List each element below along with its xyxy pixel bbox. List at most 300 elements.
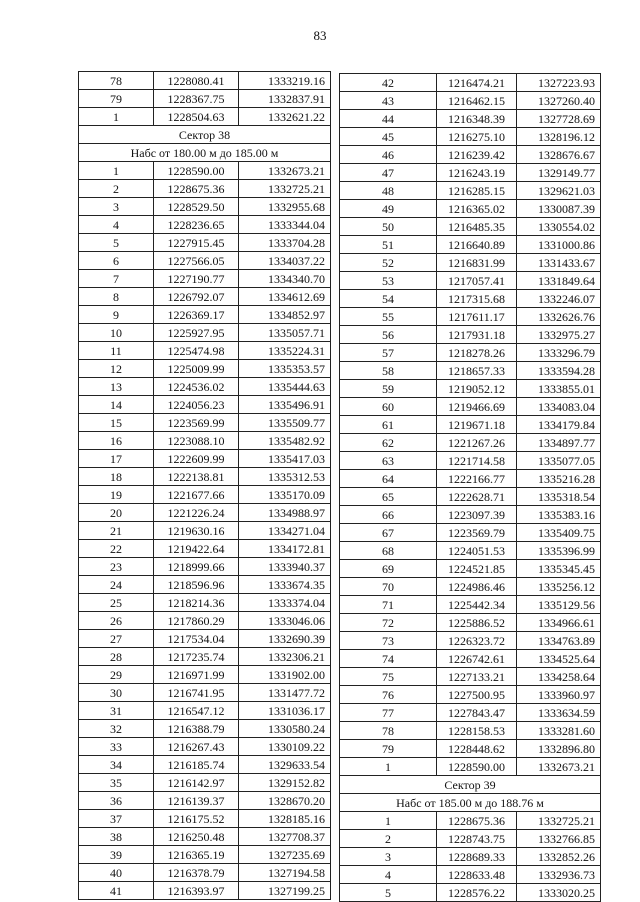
point-number-cell: 18	[79, 468, 154, 486]
point-number-cell: 77	[340, 704, 437, 722]
point-number-cell: 46	[340, 146, 437, 164]
y-coordinate-cell: 1335318.54	[517, 488, 601, 506]
y-coordinate-cell: 1332837.91	[239, 90, 331, 108]
point-number-cell: 74	[340, 650, 437, 668]
table-row	[79, 378, 331, 396]
table-row	[340, 470, 601, 488]
x-coordinate-cell: 1228236.65	[154, 216, 239, 234]
point-number-cell: 31	[79, 702, 154, 720]
point-number-cell: 11	[79, 342, 154, 360]
table-row	[79, 630, 331, 648]
table-row	[340, 812, 601, 830]
y-coordinate-cell: 1332626.76	[517, 308, 601, 326]
point-number-cell: 42	[340, 74, 437, 92]
point-number-cell: 78	[79, 72, 154, 90]
table-row	[79, 108, 331, 126]
point-number-cell: 4	[79, 216, 154, 234]
point-number-cell: 47	[340, 164, 437, 182]
x-coordinate-cell: 1221226.24	[154, 504, 239, 522]
table-row	[79, 720, 331, 738]
x-coordinate-cell: 1226323.72	[437, 632, 517, 650]
point-number-cell: 72	[340, 614, 437, 632]
sector-header-cell: Набс от 180.00 м до 185.00 м	[79, 144, 331, 162]
y-coordinate-cell: 1329633.54	[239, 756, 331, 774]
y-coordinate-cell: 1335353.57	[239, 360, 331, 378]
point-number-cell: 78	[340, 722, 437, 740]
sector-header-row	[79, 126, 331, 144]
sector-header-cell: Набс от 185.00 м до 188.76 м	[340, 794, 601, 812]
table-row	[79, 342, 331, 360]
point-number-cell: 66	[340, 506, 437, 524]
table-row	[340, 398, 601, 416]
x-coordinate-cell: 1219630.16	[154, 522, 239, 540]
x-coordinate-cell: 1223097.39	[437, 506, 517, 524]
table-row	[79, 72, 331, 90]
x-coordinate-cell: 1218214.36	[154, 594, 239, 612]
y-coordinate-cell: 1331902.00	[239, 666, 331, 684]
point-number-cell: 40	[79, 864, 154, 882]
x-coordinate-cell: 1217315.68	[437, 290, 517, 308]
y-coordinate-cell: 1327223.93	[517, 74, 601, 92]
y-coordinate-cell: 1331036.17	[239, 702, 331, 720]
x-coordinate-cell: 1216547.12	[154, 702, 239, 720]
table-row	[340, 650, 601, 668]
table-row	[79, 522, 331, 540]
point-number-cell: 29	[79, 666, 154, 684]
y-coordinate-cell: 1331477.72	[239, 684, 331, 702]
table-row	[79, 702, 331, 720]
table-row	[79, 864, 331, 882]
point-number-cell: 1	[79, 162, 154, 180]
table-row	[79, 90, 331, 108]
y-coordinate-cell: 1329621.03	[517, 182, 601, 200]
y-coordinate-cell: 1330087.39	[517, 200, 601, 218]
y-coordinate-cell: 1328185.16	[239, 810, 331, 828]
point-number-cell: 61	[340, 416, 437, 434]
x-coordinate-cell: 1228504.63	[154, 108, 239, 126]
table-row	[340, 380, 601, 398]
point-number-cell: 5	[340, 884, 437, 902]
y-coordinate-cell: 1330554.02	[517, 218, 601, 236]
y-coordinate-cell: 1335509.77	[239, 414, 331, 432]
y-coordinate-cell: 1327235.69	[239, 846, 331, 864]
point-number-cell: 43	[340, 92, 437, 110]
x-coordinate-cell: 1218278.26	[437, 344, 517, 362]
table-row	[79, 828, 331, 846]
x-coordinate-cell: 1216640.89	[437, 236, 517, 254]
table-row	[79, 540, 331, 558]
point-number-cell: 1	[340, 812, 437, 830]
point-number-cell: 56	[340, 326, 437, 344]
point-number-cell: 55	[340, 308, 437, 326]
y-coordinate-cell: 1334271.04	[239, 522, 331, 540]
table-row	[340, 110, 601, 128]
x-coordinate-cell: 1218657.33	[437, 362, 517, 380]
x-coordinate-cell: 1227133.21	[437, 668, 517, 686]
point-number-cell: 16	[79, 432, 154, 450]
point-number-cell: 70	[340, 578, 437, 596]
x-coordinate-cell: 1228633.48	[437, 866, 517, 884]
point-number-cell: 27	[79, 630, 154, 648]
point-number-cell: 63	[340, 452, 437, 470]
x-coordinate-cell: 1216831.99	[437, 254, 517, 272]
point-number-cell: 20	[79, 504, 154, 522]
x-coordinate-cell: 1222166.77	[437, 470, 517, 488]
table-row	[79, 288, 331, 306]
table-row	[79, 198, 331, 216]
y-coordinate-cell: 1329149.77	[517, 164, 601, 182]
y-coordinate-cell: 1328196.12	[517, 128, 601, 146]
x-coordinate-cell: 1216142.97	[154, 774, 239, 792]
point-number-cell: 52	[340, 254, 437, 272]
y-coordinate-cell: 1334966.61	[517, 614, 601, 632]
y-coordinate-cell: 1333960.97	[517, 686, 601, 704]
table-row	[79, 468, 331, 486]
point-number-cell: 62	[340, 434, 437, 452]
y-coordinate-cell: 1335129.56	[517, 596, 601, 614]
point-number-cell: 36	[79, 792, 154, 810]
table-row	[79, 576, 331, 594]
point-number-cell: 33	[79, 738, 154, 756]
y-coordinate-cell: 1332725.21	[517, 812, 601, 830]
y-coordinate-cell: 1334179.84	[517, 416, 601, 434]
y-coordinate-cell: 1332725.21	[239, 180, 331, 198]
x-coordinate-cell: 1228590.00	[154, 162, 239, 180]
table-row	[340, 182, 601, 200]
x-coordinate-cell: 1223569.99	[154, 414, 239, 432]
table-row	[79, 756, 331, 774]
table-row	[79, 216, 331, 234]
x-coordinate-cell: 1228675.36	[437, 812, 517, 830]
x-coordinate-cell: 1216175.52	[154, 810, 239, 828]
x-coordinate-cell: 1228743.75	[437, 830, 517, 848]
y-coordinate-cell: 1335170.09	[239, 486, 331, 504]
x-coordinate-cell: 1224536.02	[154, 378, 239, 396]
y-coordinate-cell: 1334897.77	[517, 434, 601, 452]
table-row	[79, 414, 331, 432]
table-row	[340, 542, 601, 560]
x-coordinate-cell: 1217860.29	[154, 612, 239, 630]
table-row	[340, 236, 601, 254]
table-row	[340, 272, 601, 290]
point-number-cell: 13	[79, 378, 154, 396]
point-number-cell: 57	[340, 344, 437, 362]
point-number-cell: 10	[79, 324, 154, 342]
y-coordinate-cell: 1331000.86	[517, 236, 601, 254]
y-coordinate-cell: 1334988.97	[239, 504, 331, 522]
y-coordinate-cell: 1333281.60	[517, 722, 601, 740]
y-coordinate-cell: 1332690.39	[239, 630, 331, 648]
x-coordinate-cell: 1217534.04	[154, 630, 239, 648]
y-coordinate-cell: 1334763.89	[517, 632, 601, 650]
x-coordinate-cell: 1216139.37	[154, 792, 239, 810]
x-coordinate-cell: 1225927.95	[154, 324, 239, 342]
y-coordinate-cell: 1332955.68	[239, 198, 331, 216]
y-coordinate-cell: 1335383.16	[517, 506, 601, 524]
point-number-cell: 14	[79, 396, 154, 414]
x-coordinate-cell: 1216393.97	[154, 882, 239, 900]
point-number-cell: 23	[79, 558, 154, 576]
table-row	[340, 308, 601, 326]
sector-header-row	[340, 794, 601, 812]
x-coordinate-cell: 1228529.50	[154, 198, 239, 216]
table-row	[340, 344, 601, 362]
x-coordinate-cell: 1227915.45	[154, 234, 239, 252]
table-row	[79, 324, 331, 342]
y-coordinate-cell: 1332673.21	[517, 758, 601, 776]
y-coordinate-cell: 1335057.71	[239, 324, 331, 342]
table-row	[79, 450, 331, 468]
point-number-cell: 64	[340, 470, 437, 488]
y-coordinate-cell: 1335396.99	[517, 542, 601, 560]
point-number-cell: 79	[79, 90, 154, 108]
x-coordinate-cell: 1218999.66	[154, 558, 239, 576]
table-row	[340, 362, 601, 380]
point-number-cell: 59	[340, 380, 437, 398]
y-coordinate-cell: 1334258.64	[517, 668, 601, 686]
table-row	[79, 558, 331, 576]
table-row	[340, 164, 601, 182]
point-number-cell: 24	[79, 576, 154, 594]
x-coordinate-cell: 1217611.17	[437, 308, 517, 326]
x-coordinate-cell: 1217057.41	[437, 272, 517, 290]
table-row	[340, 434, 601, 452]
x-coordinate-cell: 1219671.18	[437, 416, 517, 434]
y-coordinate-cell: 1328670.20	[239, 792, 331, 810]
table-row	[79, 774, 331, 792]
point-number-cell: 45	[340, 128, 437, 146]
x-coordinate-cell: 1216250.48	[154, 828, 239, 846]
point-number-cell: 28	[79, 648, 154, 666]
x-coordinate-cell: 1224521.85	[437, 560, 517, 578]
point-number-cell: 30	[79, 684, 154, 702]
y-coordinate-cell: 1327708.37	[239, 828, 331, 846]
x-coordinate-cell: 1226369.17	[154, 306, 239, 324]
y-coordinate-cell: 1333296.79	[517, 344, 601, 362]
y-coordinate-cell: 1334172.81	[239, 540, 331, 558]
x-coordinate-cell: 1216971.99	[154, 666, 239, 684]
sector-header-row	[340, 776, 601, 794]
table-row	[79, 846, 331, 864]
y-coordinate-cell: 1328676.67	[517, 146, 601, 164]
table-row	[340, 848, 601, 866]
table-row	[79, 432, 331, 450]
table-row	[79, 594, 331, 612]
y-coordinate-cell: 1332975.27	[517, 326, 601, 344]
x-coordinate-cell: 1216185.74	[154, 756, 239, 774]
x-coordinate-cell: 1216365.19	[154, 846, 239, 864]
point-number-cell: 39	[79, 846, 154, 864]
point-number-cell: 48	[340, 182, 437, 200]
x-coordinate-cell: 1222628.71	[437, 488, 517, 506]
point-number-cell: 15	[79, 414, 154, 432]
y-coordinate-cell: 1331849.64	[517, 272, 601, 290]
x-coordinate-cell: 1221677.66	[154, 486, 239, 504]
y-coordinate-cell: 1335496.91	[239, 396, 331, 414]
point-number-cell: 65	[340, 488, 437, 506]
y-coordinate-cell: 1334340.70	[239, 270, 331, 288]
table-row	[340, 146, 601, 164]
table-row	[79, 648, 331, 666]
point-number-cell: 37	[79, 810, 154, 828]
page-number: 83	[313, 28, 327, 43]
table-row	[79, 396, 331, 414]
x-coordinate-cell: 1216285.15	[437, 182, 517, 200]
x-coordinate-cell: 1216462.15	[437, 92, 517, 110]
table-row	[340, 686, 601, 704]
table-row	[79, 666, 331, 684]
x-coordinate-cell: 1217235.74	[154, 648, 239, 666]
point-number-cell: 1	[79, 108, 154, 126]
x-coordinate-cell: 1227500.95	[437, 686, 517, 704]
y-coordinate-cell: 1335256.12	[517, 578, 601, 596]
y-coordinate-cell: 1332936.73	[517, 866, 601, 884]
y-coordinate-cell: 1335224.31	[239, 342, 331, 360]
point-number-cell: 49	[340, 200, 437, 218]
table-row	[340, 668, 601, 686]
table-row	[79, 270, 331, 288]
y-coordinate-cell: 1333594.28	[517, 362, 601, 380]
x-coordinate-cell: 1216239.42	[437, 146, 517, 164]
table-row	[340, 740, 601, 758]
x-coordinate-cell: 1228158.53	[437, 722, 517, 740]
table-row	[340, 416, 601, 434]
y-coordinate-cell: 1334525.64	[517, 650, 601, 668]
table-row	[340, 758, 601, 776]
point-number-cell: 22	[79, 540, 154, 558]
x-coordinate-cell: 1216348.39	[437, 110, 517, 128]
x-coordinate-cell: 1219422.64	[154, 540, 239, 558]
point-number-cell: 4	[340, 866, 437, 884]
y-coordinate-cell: 1334612.69	[239, 288, 331, 306]
table-row	[79, 306, 331, 324]
x-coordinate-cell: 1216365.02	[437, 200, 517, 218]
x-coordinate-cell: 1228448.62	[437, 740, 517, 758]
x-coordinate-cell: 1219466.69	[437, 398, 517, 416]
x-coordinate-cell: 1225474.98	[154, 342, 239, 360]
point-number-cell: 44	[340, 110, 437, 128]
y-coordinate-cell: 1332766.85	[517, 830, 601, 848]
y-coordinate-cell: 1332246.07	[517, 290, 601, 308]
x-coordinate-cell: 1222138.81	[154, 468, 239, 486]
table-row	[340, 704, 601, 722]
x-coordinate-cell: 1216485.35	[437, 218, 517, 236]
table-row	[340, 254, 601, 272]
table-row	[340, 830, 601, 848]
x-coordinate-cell: 1216275.10	[437, 128, 517, 146]
y-coordinate-cell: 1333674.35	[239, 576, 331, 594]
table-row	[79, 684, 331, 702]
point-number-cell: 50	[340, 218, 437, 236]
point-number-cell: 21	[79, 522, 154, 540]
point-number-cell: 75	[340, 668, 437, 686]
point-number-cell: 9	[79, 306, 154, 324]
point-number-cell: 35	[79, 774, 154, 792]
y-coordinate-cell: 1327194.58	[239, 864, 331, 882]
sector-header-cell: Сектор 38	[79, 126, 331, 144]
point-number-cell: 5	[79, 234, 154, 252]
table-row	[340, 290, 601, 308]
point-number-cell: 67	[340, 524, 437, 542]
x-coordinate-cell: 1216378.79	[154, 864, 239, 882]
table-row	[79, 738, 331, 756]
y-coordinate-cell: 1330109.22	[239, 738, 331, 756]
x-coordinate-cell: 1216474.21	[437, 74, 517, 92]
y-coordinate-cell: 1335444.63	[239, 378, 331, 396]
y-coordinate-cell: 1335417.03	[239, 450, 331, 468]
table-row	[79, 234, 331, 252]
point-number-cell: 76	[340, 686, 437, 704]
y-coordinate-cell: 1334083.04	[517, 398, 601, 416]
table-row	[340, 506, 601, 524]
y-coordinate-cell: 1333374.04	[239, 594, 331, 612]
point-number-cell: 8	[79, 288, 154, 306]
y-coordinate-cell: 1332621.22	[239, 108, 331, 126]
y-coordinate-cell: 1335345.45	[517, 560, 601, 578]
x-coordinate-cell: 1224056.23	[154, 396, 239, 414]
table-row	[79, 360, 331, 378]
point-number-cell: 34	[79, 756, 154, 774]
x-coordinate-cell: 1223088.10	[154, 432, 239, 450]
y-coordinate-cell: 1333344.04	[239, 216, 331, 234]
sector-header-cell: Сектор 39	[340, 776, 601, 794]
x-coordinate-cell: 1227190.77	[154, 270, 239, 288]
table-row	[340, 326, 601, 344]
point-number-cell: 3	[340, 848, 437, 866]
point-number-cell: 53	[340, 272, 437, 290]
x-coordinate-cell: 1224051.53	[437, 542, 517, 560]
point-number-cell: 19	[79, 486, 154, 504]
table-row	[79, 252, 331, 270]
x-coordinate-cell: 1227843.47	[437, 704, 517, 722]
y-coordinate-cell: 1333634.59	[517, 704, 601, 722]
table-row	[79, 162, 331, 180]
y-coordinate-cell: 1333855.01	[517, 380, 601, 398]
point-number-cell: 79	[340, 740, 437, 758]
point-number-cell: 17	[79, 450, 154, 468]
table-row	[79, 810, 331, 828]
y-coordinate-cell: 1333046.06	[239, 612, 331, 630]
point-number-cell: 54	[340, 290, 437, 308]
table-row	[340, 200, 601, 218]
x-coordinate-cell: 1216741.95	[154, 684, 239, 702]
table-row	[79, 486, 331, 504]
sector-header-row	[79, 144, 331, 162]
x-coordinate-cell: 1222609.99	[154, 450, 239, 468]
table-row	[340, 128, 601, 146]
point-number-cell: 58	[340, 362, 437, 380]
point-number-cell: 38	[79, 828, 154, 846]
point-number-cell: 2	[340, 830, 437, 848]
x-coordinate-cell: 1228576.22	[437, 884, 517, 902]
table-row	[340, 884, 601, 902]
x-coordinate-cell: 1228080.41	[154, 72, 239, 90]
y-coordinate-cell: 1332306.21	[239, 648, 331, 666]
y-coordinate-cell: 1332896.80	[517, 740, 601, 758]
y-coordinate-cell: 1333704.28	[239, 234, 331, 252]
y-coordinate-cell: 1332852.26	[517, 848, 601, 866]
y-coordinate-cell: 1327199.25	[239, 882, 331, 900]
y-coordinate-cell: 1335077.05	[517, 452, 601, 470]
x-coordinate-cell: 1226742.61	[437, 650, 517, 668]
table-row	[340, 524, 601, 542]
x-coordinate-cell: 1216243.19	[437, 164, 517, 182]
y-coordinate-cell: 1329152.82	[239, 774, 331, 792]
table-row	[340, 578, 601, 596]
y-coordinate-cell: 1327728.69	[517, 110, 601, 128]
point-number-cell: 7	[79, 270, 154, 288]
x-coordinate-cell: 1225886.52	[437, 614, 517, 632]
